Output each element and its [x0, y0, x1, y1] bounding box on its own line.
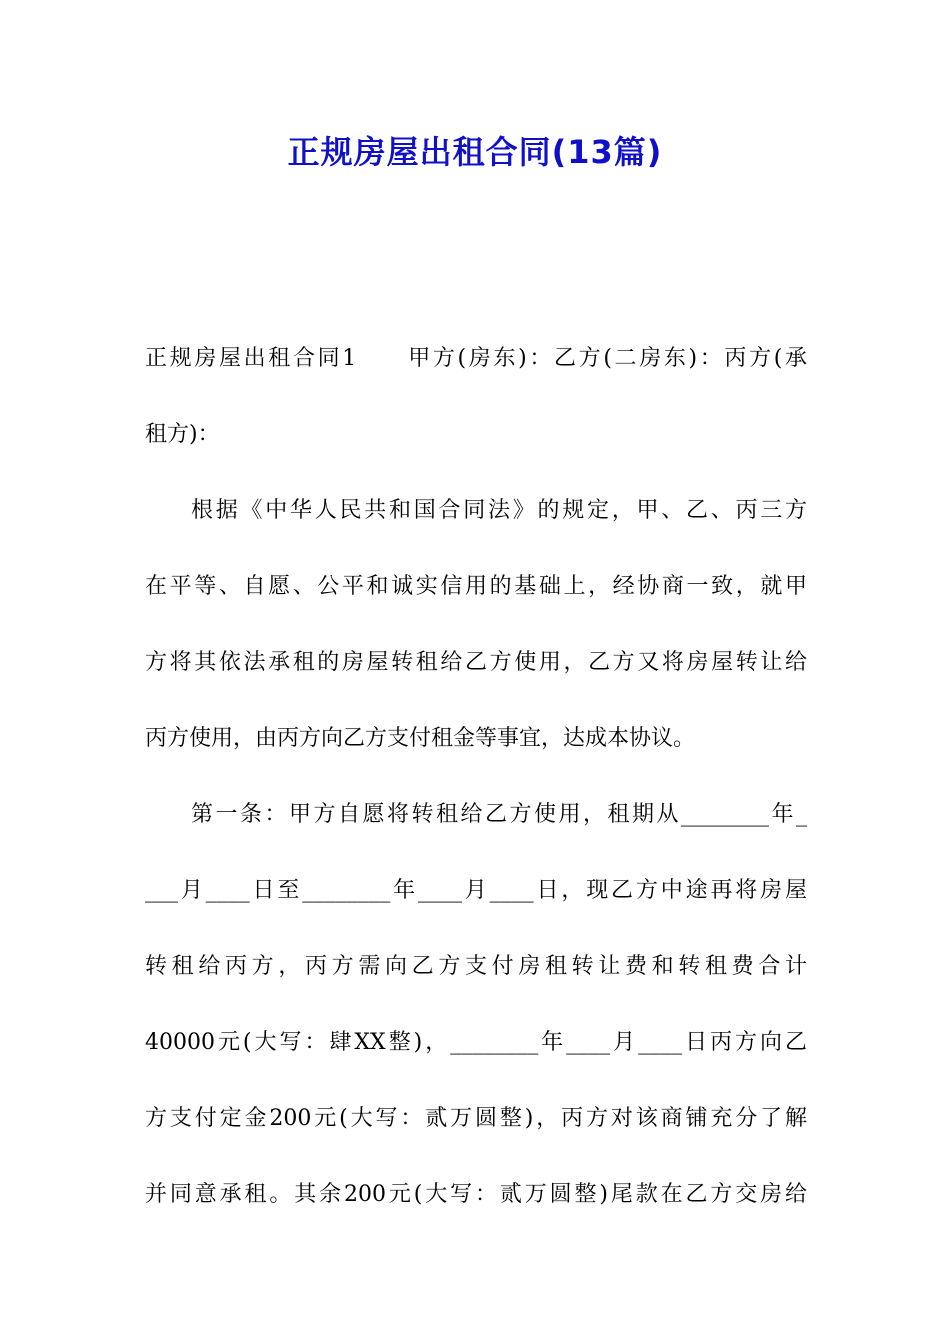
body-line: 方支付定金200元(大写：贰万圆整)，丙方对该商铺充分了解 — [145, 1106, 807, 1131]
document-body — [145, 333, 807, 1245]
body-line: ___月____日至________年____月____日，现乙方中途再将房屋 — [145, 878, 807, 903]
body-line: 租方)： — [145, 422, 220, 447]
body-line: 根据《中华人民共和国合同法》的规定，甲、乙、丙三方 — [191, 498, 807, 523]
body-line: 正规房屋出租合同1 甲方(房东)：乙方(二房东)：丙方(承 — [145, 346, 807, 371]
body-line: 第一条：甲方自愿将转租给乙方使用，租期从________年_ — [191, 802, 807, 827]
body-line: 方将其依法承租的房屋转租给乙方使用，乙方又将房屋转让给 — [145, 650, 807, 675]
body-line: 在平等、自愿、公平和诚实信用的基础上，经协商一致，就甲 — [145, 574, 807, 599]
document-title: 正规房屋出租合同(13篇) — [287, 133, 663, 171]
body-line: 40000元(大写：肆XX整)，________年____月____日丙方向乙 — [145, 1030, 807, 1055]
body-line: 并同意承租。其余200元(大写：贰万圆整)尾款在乙方交房给 — [145, 1182, 807, 1207]
body-line: 丙方使用，由丙方向乙方支付租金等事宜，达成本协议。 — [145, 726, 696, 751]
body-line: 转租给丙方，丙方需向乙方支付房租转让费和转租费合计 — [145, 954, 807, 979]
